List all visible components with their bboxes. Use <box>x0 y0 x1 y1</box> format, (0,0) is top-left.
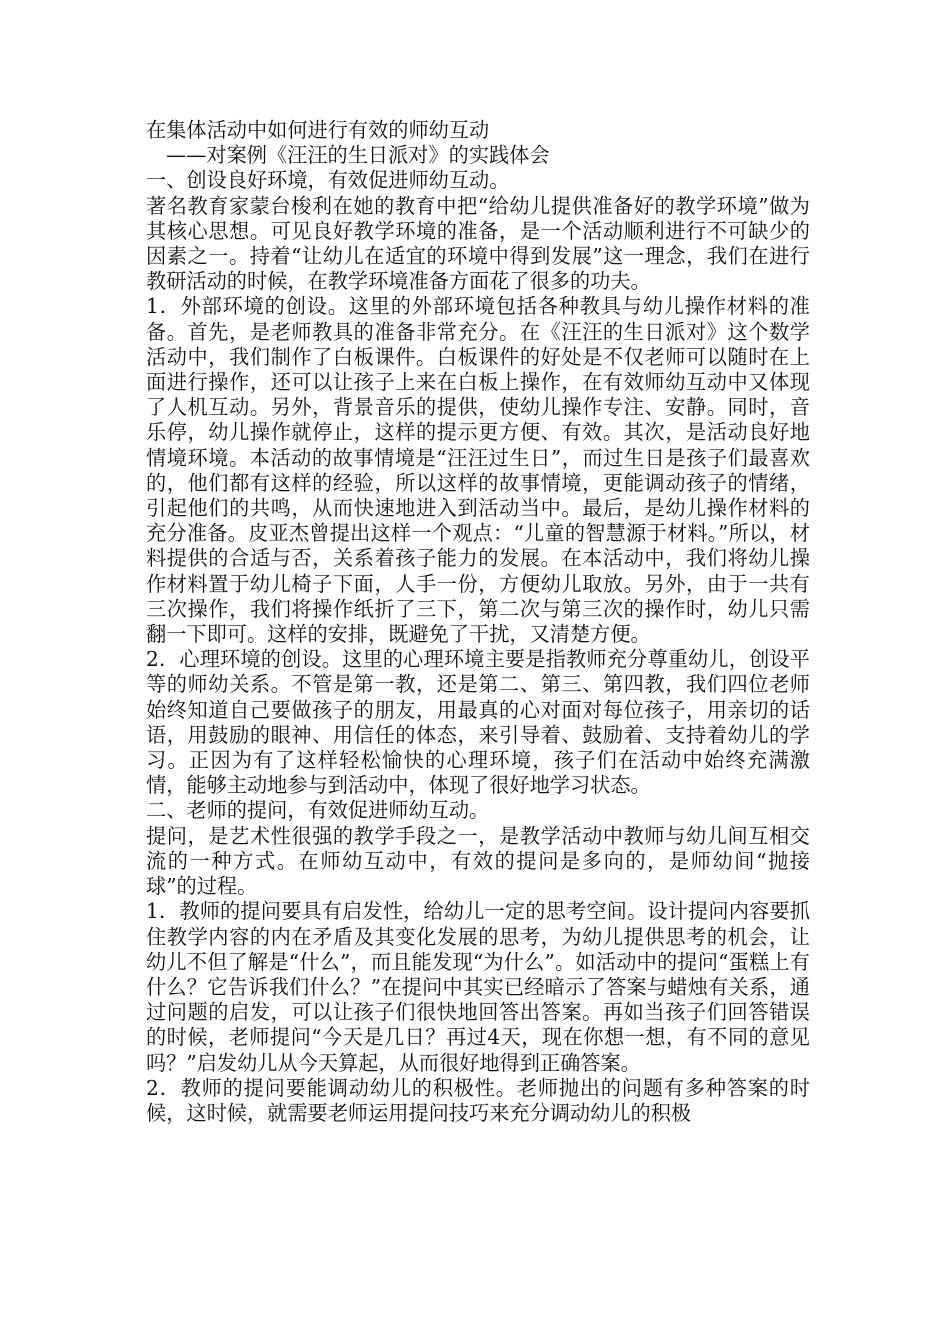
document-title: 在集体活动中如何进行有效的师幼互动 <box>146 118 490 142</box>
paragraph: 2．教师的提问要能调动幼儿的积极性。老师抛出的问题有多种答案的时候，这时候，就需要老师运用提问技巧来充分调动幼儿的积极 <box>146 1075 810 1125</box>
paragraph: 1．外部环境的创设。这里的外部环境包括各种教具与幼儿操作材料的准备。首先，是老师教具的准备非常充分。在《汪汪的生日派对》这个数学活动中，我们制作了白板课件。白板课件的好处是不仅老师可以随时在上面进行操作，还可以让孩子上来在白板上操作，在有效师幼互动中又体现了人机互动。另外，背景音乐的提供，使幼儿操作专注、安静。同时，音乐停，幼儿操作就停止，这样的提示更方便、有效。其次，是活动良好地情境环境。本活动的故事情境是“汪汪过生日”，而过生日是孩子们最喜欢的，他们都有这样的经验，所以这样的故事情境，更能调动孩子的情绪，引起他们的共鸣，从而快速地进入到活动当中。最后，是幼儿操作材料的充分准备。皮亚杰曾提出这样一个观点：“儿童的智慧源于材料。”所以，材料提供的合适与否，关系着孩子能力的发展。在本活动中，我们将幼儿操作材料置于幼儿椅子下面，人手一份，方便幼儿取放。另外，由于一共有三次操作，我们将操作纸折了三下，第二次与第三次的操作时，幼儿只需翻一下即可。这样的安排，既避免了干扰，又清楚方便。 <box>146 294 810 647</box>
section-heading-1: 一、创设良好环境，有效促进师幼互动。 <box>146 168 510 193</box>
paragraph: 2．心理环境的创设。这里的心理环境主要是指教师充分尊重幼儿，创设平等的师幼关系。不管是第一教，还是第二、第三、第四教，我们四位老师始终知道自己要做孩子的朋友，用最真的心对面对每位孩子，用亲切的话语，用鼓励的眼神、用信任的体态，来引导着、鼓励着、支持着幼儿的学习。正因为有了这样轻松愉快的心理环境，孩子们在活动中始终充满激情，能够主动地参与到活动中，体现了很好地学习状态。 <box>146 647 810 798</box>
section-heading-2: 二、老师的提问，有效促进师幼互动。 <box>146 798 490 823</box>
paragraph: 1．教师的提问要具有启发性，给幼儿一定的思考空间。设计提问内容要抓住教学内容的内在矛盾及其变化发展的思考，为幼儿提供思考的机会，让幼儿不但了解是“什么”，而且能发现“为什么”。如活动中的提问“蛋糕上有什么？它告诉我们什么？”在提问中其实已经暗示了答案与蜡烛有关系，通过问题的启发，可以让孩子们很快地回答出答案。再如当孩子们回答错误的时候，老师提问“今天是几日？再过4天，现在你想一想，有不同的意见吗？”启发幼儿从今天算起，从而很好地得到正确答案。 <box>146 899 810 1075</box>
document-subtitle: ——对案例《汪汪的生日派对》的实践体会 <box>166 143 550 168</box>
paragraph: 著名教育家蒙台梭利在她的教育中把“给幼儿提供准备好的教学环境”做为其核心思想。可见良好教学环境的准备，是一个活动顺利进行不可缺少的因素之一。持着“让幼儿在适宜的环境中得到发展”这一理念，我们在进行教研活动的时候，在教学环境准备方面花了很多的功夫。 <box>146 193 810 294</box>
paragraph: 提问，是艺术性很强的教学手段之一，是教学活动中教师与幼儿间互相交流的一种方式。在师幼互动中，有效的提问是多向的，是师幼间“抛接球”的过程。 <box>146 823 810 899</box>
document-body <box>146 118 810 1126</box>
